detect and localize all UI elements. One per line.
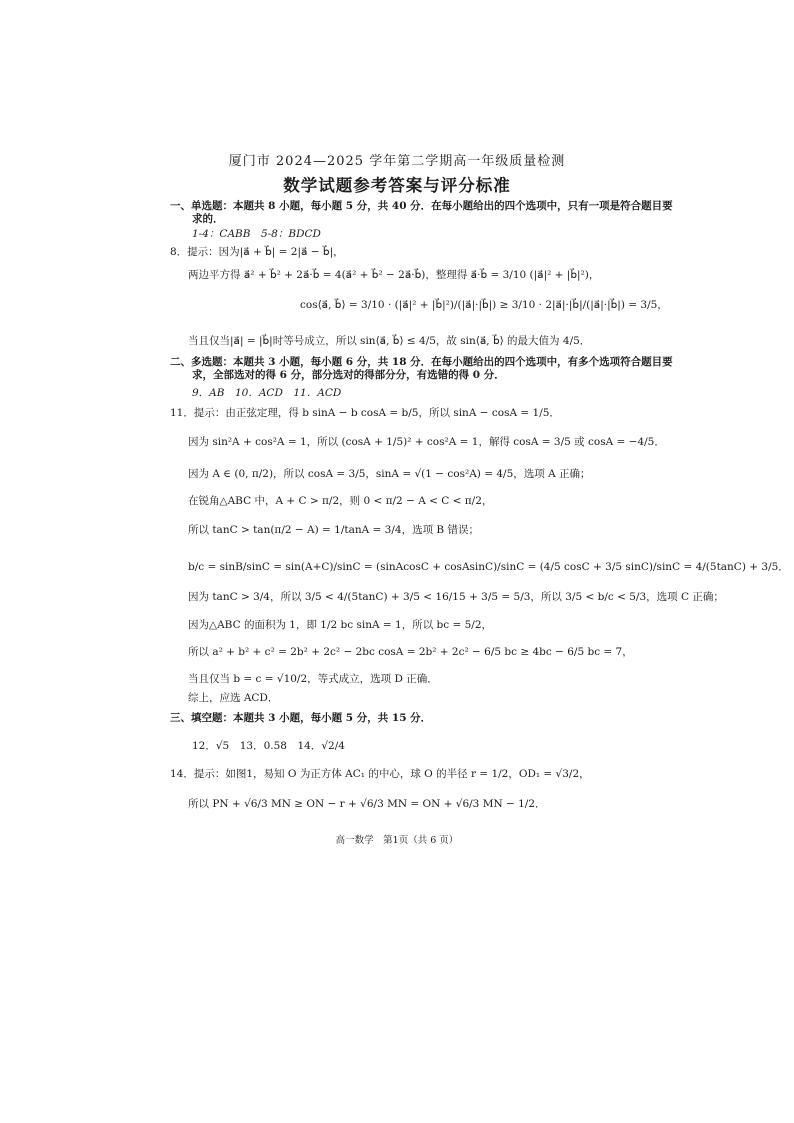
q14-line1: 14．提示：如图1，易知 O 为正方体 AC₁ 的中心，球 O 的半径 r = 1/2，OD₁ = √3/2，	[170, 768, 590, 780]
q11-line4: 在锐角△ABC 中，A + C > π/2，则 0 < π/2 − A < C < π/2，	[188, 495, 493, 507]
q8-line1: 8．提示：因为|a⃗ + b⃗| = 2|a⃗ − b⃗|，	[170, 246, 344, 258]
q14-line2: 所以 PN + √6/3 MN ≥ ON − r + √6/3 MN = ON + √6/3 MN − 1/2．	[188, 798, 546, 810]
q11-line2: 因为 sin²A + cos²A = 1，所以 (cosA + 1/5)² + cos²A = 1，解得 cosA = 3/5 或 cosA = −4/5．	[188, 436, 665, 448]
q11-line5: 所以 tanC > tan(π/2 − A) = 1/tanA = 3/4，选项 B 错误；	[188, 524, 479, 536]
section1-answers: 1-4：CABB 5-8：BDCD	[192, 228, 321, 240]
section2-heading: 二、多选题：本题共 3 小题，每小题 6 分，共 18 分．在每小题给出的四个选项中，有多个选项符合题目要	[170, 356, 673, 368]
page-footer: 高一数学 第1页（共 6 页）	[335, 835, 459, 846]
section2-answers: 9．AB 10．ACD 11．ACD	[192, 387, 342, 399]
q8-line4: 当且仅当|a⃗| = |b⃗|时等号成立，所以 sin⟨a⃗, b⃗⟩ ≤ 4/5，故 sin⟨a⃗, b⃗⟩ 的最大值为 4/5．	[188, 335, 591, 347]
q8-line3: cos⟨a⃗, b⃗⟩ = 3/10 · (|a⃗|² + |b⃗|²)/(|a⃗|·|b⃗|) ≥ 3/10 · 2|a⃗|·|b⃗|/(|a⃗|·|b⃗|) = 3/5，	[300, 299, 668, 311]
exam-title: 厦门市 2024—2025 学年第二学期高一年级质量检测	[228, 154, 566, 169]
q11-line3: 因为 A ∈ (0, π/2)，所以 cosA = 3/5，sinA = √(1 − cos²A) = 4/5，选项 A 正确；	[188, 468, 591, 480]
section3-heading: 三、填空题：本题共 3 小题，每小题 5 分，共 15 分．	[170, 712, 432, 724]
q11-line11: 综上，应选 ACD．	[188, 692, 279, 704]
section3-answers: 12．√5 13．0.58 14．√2/4	[192, 740, 345, 752]
q11-line1: 11．提示：由正弦定理，得 b sinA − b cosA = b/5，所以 sinA − cosA = 1/5．	[170, 407, 560, 419]
section1-heading: 一、单选题：本题共 8 小题，每小题 5 分，共 40 分．在每小题给出的四个选项中，只有一项是符合题目要	[170, 200, 673, 212]
section1-heading-cont: 求的．	[192, 213, 224, 225]
q11-line8: 因为△ABC 的面积为 1，即 1/2 bc sinA = 1，所以 bc = 5/2，	[188, 619, 493, 631]
q11-line6: b/c = sinB/sinC = sin(A+C)/sinC = (sinAcosC + cosAsinC)/sinC = (4/5 cosC + 3/5 sinC)/sinC = 4/(5tanC) + 3/5．	[188, 561, 789, 573]
section2-heading-cont: 求，全部选对的得 6 分，部分选对的得部分分，有选错的得 0 分．	[192, 369, 505, 381]
doc-title: 数学试题参考答案与评分标准	[283, 176, 511, 195]
q11-line7: 因为 tanC > 3/4，所以 3/5 < 4/(5tanC) + 3/5 < 16/15 + 3/5 = 5/3，所以 3/5 < b/c < 5/3，选项 C 正确；	[188, 591, 724, 603]
q8-line2: 两边平方得 a⃗² + b⃗² + 2a⃗·b⃗ = 4(a⃗² + b⃗² − 2a⃗·b⃗)，整理得 a⃗·b⃗ = 3/10 (|a⃗|² + |b⃗|²)，	[188, 269, 600, 281]
q11-line10: 当且仅当 b = c = √10/2，等式成立，选项 D 正确．	[188, 673, 438, 685]
q11-line9: 所以 a² + b² + c² = 2b² + 2c² − 2bc cosA = 2b² + 2c² − 6/5 bc ≥ 4bc − 6/5 bc = 7，	[188, 646, 633, 658]
